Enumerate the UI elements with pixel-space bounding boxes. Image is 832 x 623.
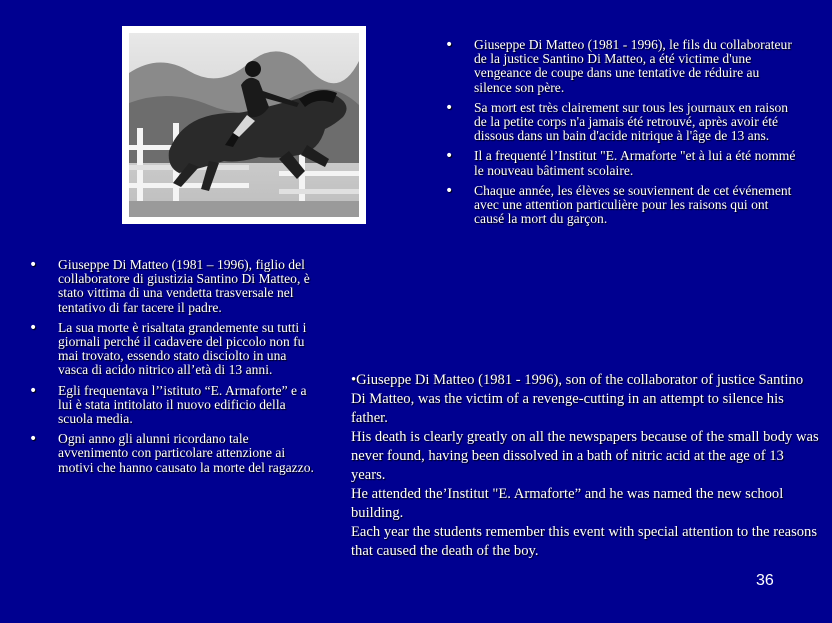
page-number: 36 — [756, 572, 774, 589]
bullet-icon: • — [29, 257, 38, 273]
list-item: • Giuseppe Di Matteo (1981 – 1996), figlio del collaboratore di giustizia Santino Di Matteo, è stato vittima di una vendetta trasversale nel tentativo di far tacere il padre. — [29, 257, 310, 315]
bullet-icon: • — [29, 431, 38, 448]
list-item: • Sa mort est très clairement sur tous les journaux en raison de la petite corps n'a jamais été retrouvé, après avoir été dissous dans un bain d'acide nitrique à l'âge de 13 ans. — [445, 99, 789, 144]
list-item: • Ogni anno gli alunni ricordano tale avvenimento con particolare attenzione ai motivi che hanno causato la morte del ragazzo. — [29, 431, 314, 475]
bullet-icon: • — [29, 319, 38, 336]
list-item: • La sua morte è risaltata grandemente su tutti i giornali perché il cadavere del piccolo non fu mai trovato, essendo stato disciolto in una vasca di acido nitrico all’età di 13 anni. — [29, 319, 307, 378]
bullet-icon: • — [445, 37, 454, 53]
list-item: • Giuseppe Di Matteo (1981 - 1996), le fils du collaborateur de la justice Santino Di Matteo, a été victime d'une vengeance de coupe dans une tentative de réduire au silence son père. — [445, 37, 792, 95]
bullet-icon: • — [445, 148, 454, 165]
english-paragraph: •Giuseppe Di Matteo (1981 - 1996), son of the collaborator of justice Santino Di Matteo, was the victim of a revenge-cutting in an attempt to silence his father. — [351, 372, 804, 426]
photo-frame — [122, 26, 366, 224]
english-text-block — [351, 371, 821, 561]
list-item: • Il a frequenté l’Institut "E. Armaforte "et à lui a été nommé le nouveau bâtiment scolaire. — [445, 148, 796, 178]
english-paragraph: He attended the’Institut "E. Armaforte” and he was named the new school building. — [351, 486, 784, 521]
horse-rider-jumping-photo-icon — [129, 33, 359, 217]
bullet-icon: • — [445, 99, 454, 116]
list-item: • Chaque année, les élèves se souviennent de cet événement avec une attention particulière pour les raisons qui ont causé la mort du garçon. — [445, 182, 792, 227]
english-paragraph: Each year the students remember this event with special attention to the reasons that caused the death of the boy. — [351, 524, 818, 559]
french-bullet-list — [444, 38, 800, 232]
bullet-icon: • — [445, 182, 454, 199]
italian-bullet-list — [28, 258, 318, 481]
list-item: • Egli frequentava l’’istituto “E. Armaforte” e a lui è stata intitolato il nuovo edificio della scuola media. — [29, 382, 307, 427]
english-paragraph: His death is clearly greatly on all the newspapers because of the small body was never found, having been dissolved in a bath of nitric acid at the age of 13 years. — [351, 429, 819, 483]
bullet-icon: • — [29, 382, 38, 399]
